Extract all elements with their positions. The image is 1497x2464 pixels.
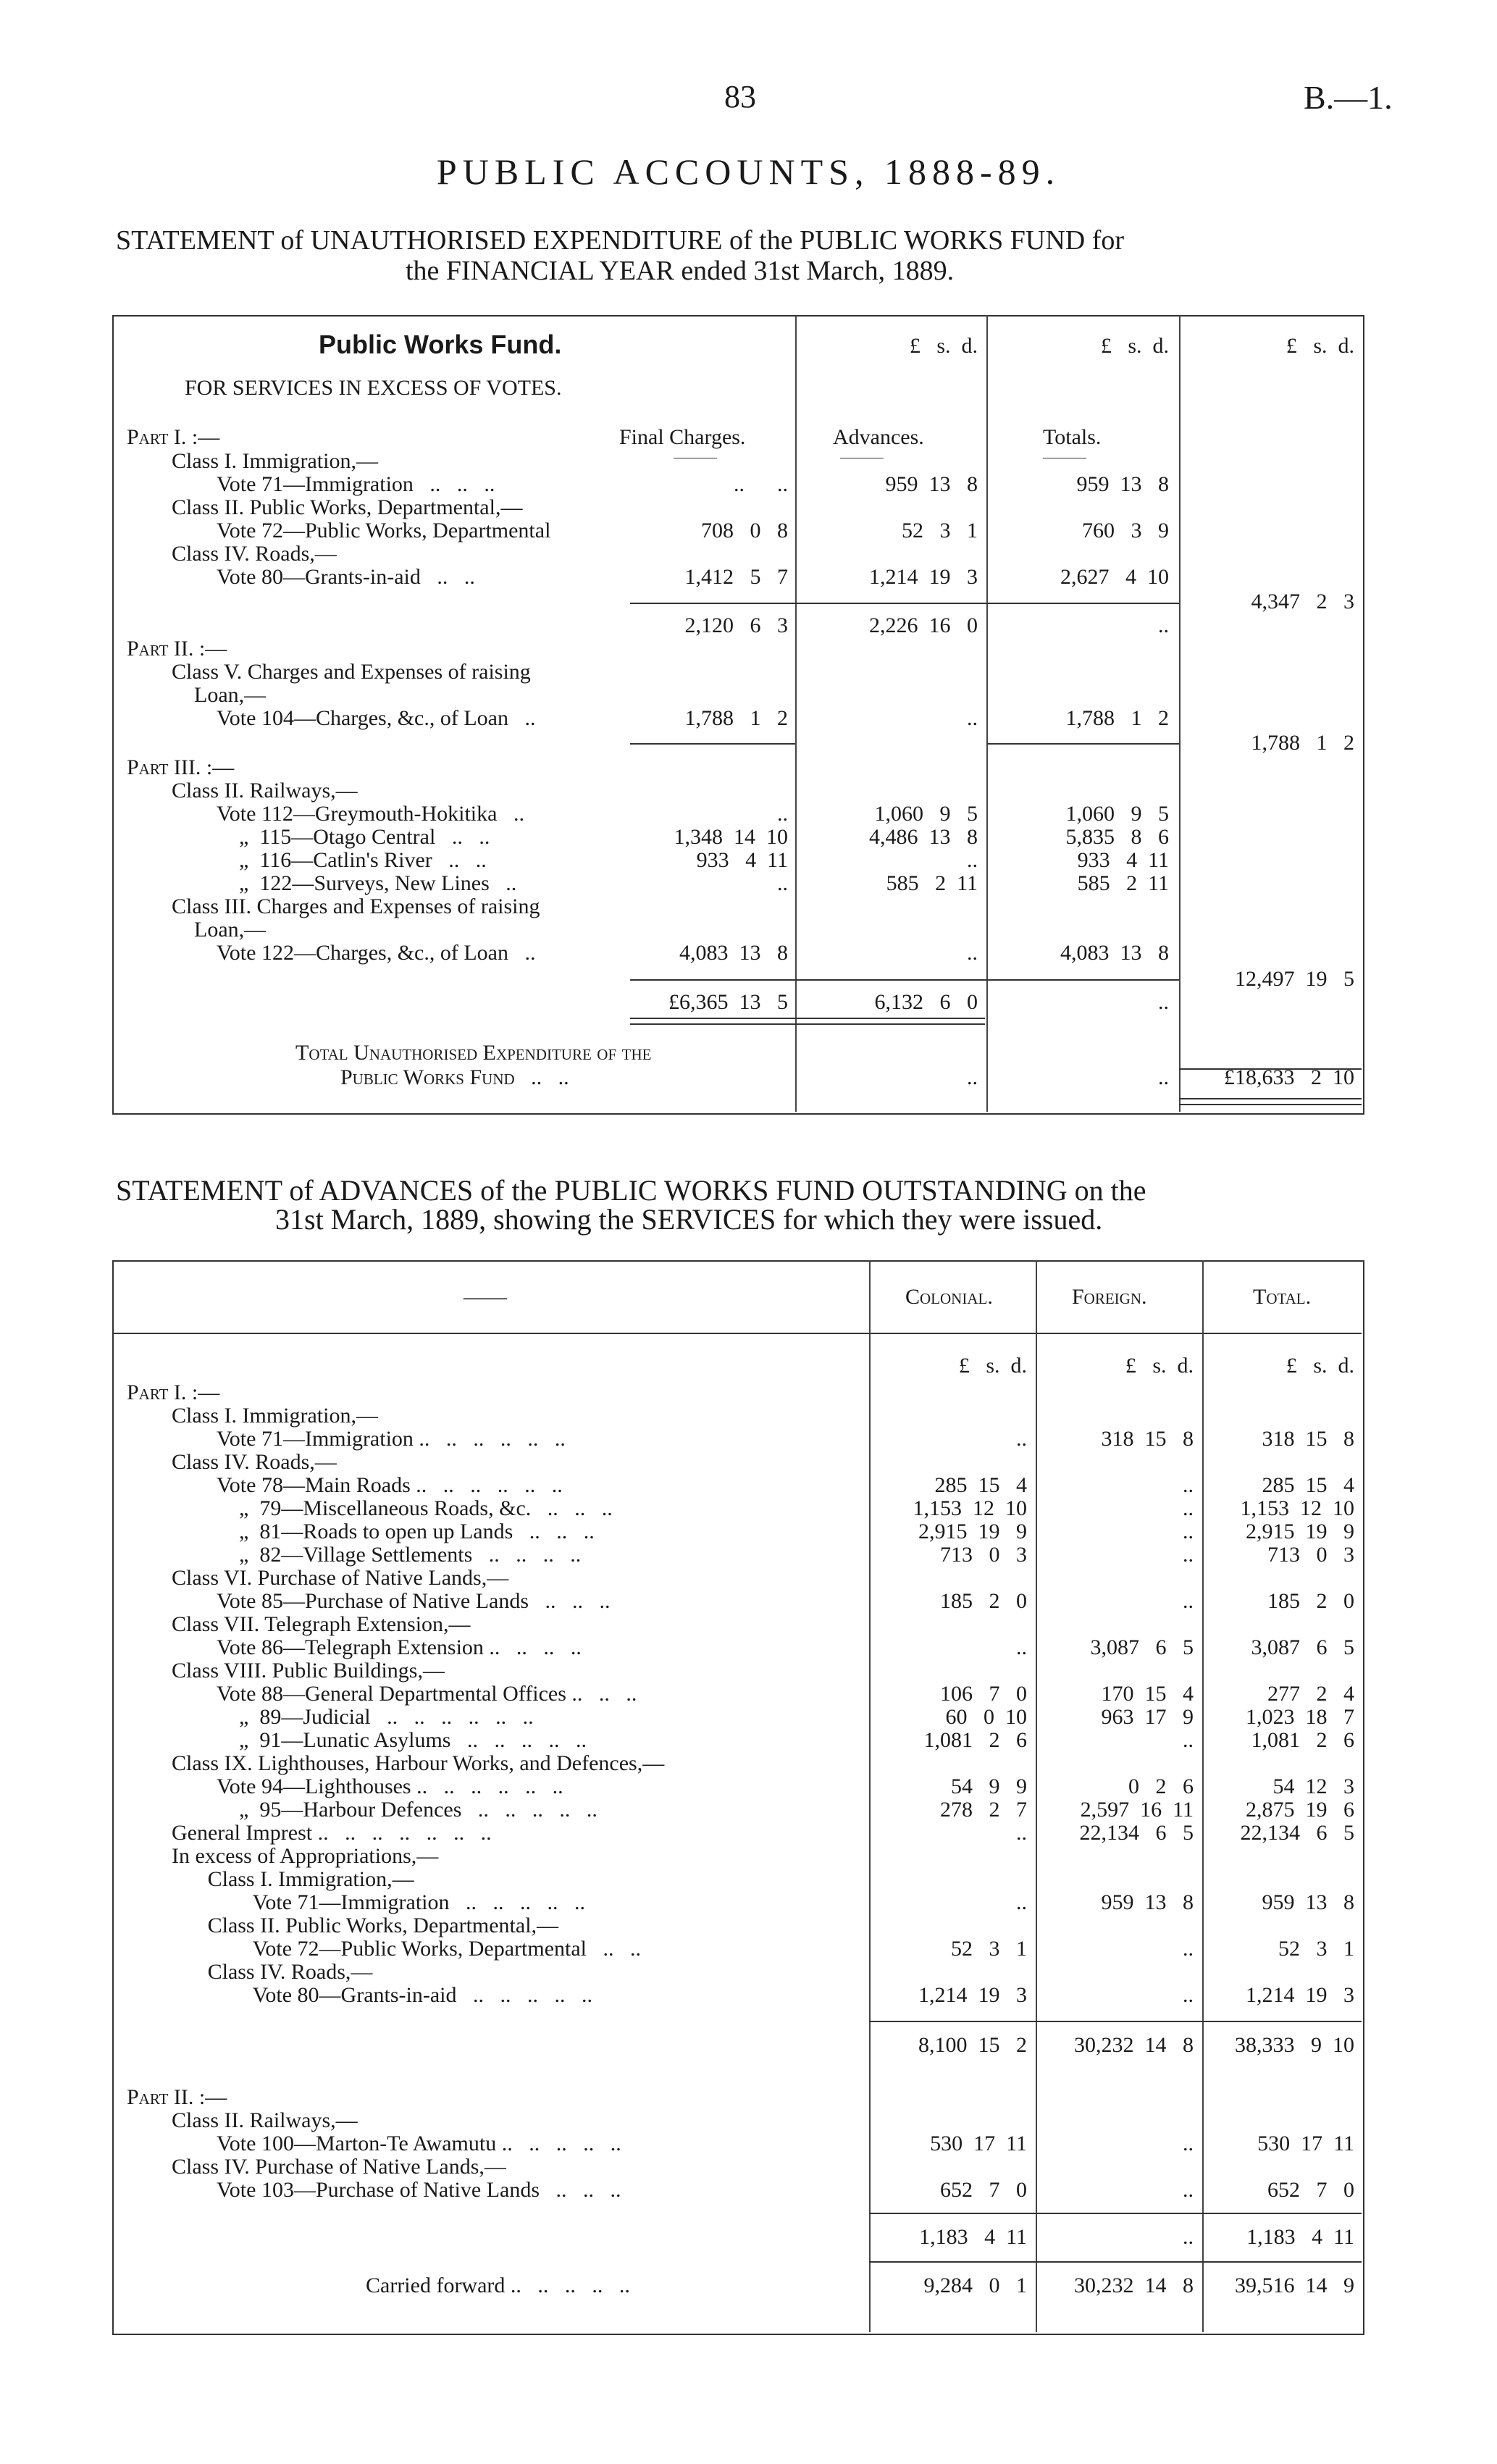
column-header-foreign: Foreign. bbox=[1072, 1285, 1147, 1309]
cell-fc: .. .. bbox=[734, 472, 788, 496]
column-header-final-charges: Final Charges. bbox=[619, 425, 746, 449]
column-header-advances: Advances. bbox=[833, 425, 924, 449]
cell-f: .. bbox=[1183, 1496, 1194, 1520]
column-header-total: Total. bbox=[1253, 1285, 1312, 1309]
row-label: Vote 71—Immigration .. .. .. .. .. bbox=[252, 1890, 586, 1914]
cell-t: 1,153 12 10 bbox=[1240, 1496, 1354, 1520]
cell-f: .. bbox=[1183, 1728, 1194, 1752]
table2-col-divider bbox=[869, 1260, 871, 2332]
cell-t: 713 0 3 bbox=[1267, 1543, 1354, 1567]
cell-t: 318 15 8 bbox=[1262, 1427, 1354, 1451]
row-label: Vote 71—Immigration .. .. .. bbox=[217, 472, 495, 496]
cell-f: .. bbox=[1183, 2225, 1194, 2249]
cell-t: 959 13 8 bbox=[1262, 1890, 1354, 1914]
cell-f: 959 13 8 bbox=[1101, 1890, 1194, 1914]
table2-col-divider bbox=[1036, 1260, 1037, 2332]
cell-t: 52 3 1 bbox=[1278, 1937, 1354, 1961]
cell-c: 1,183 4 11 bbox=[919, 2225, 1027, 2249]
cell-f: 3,087 6 5 bbox=[1090, 1635, 1194, 1659]
cell-c: 52 3 1 bbox=[951, 1937, 1027, 1961]
cell-adv: 585 2 11 bbox=[886, 871, 978, 895]
cell-c: 2,915 19 9 bbox=[918, 1520, 1027, 1543]
cell-tot: .. bbox=[1158, 990, 1169, 1014]
cell-f: 30,232 14 8 bbox=[1074, 2274, 1194, 2297]
table2-col-divider bbox=[1202, 1260, 1204, 2332]
cell-c: 530 17 11 bbox=[930, 2132, 1027, 2155]
row-label: Vote 86—Telegraph Extension .. .. .. .. bbox=[217, 1635, 582, 1659]
statement2-title-line1: STATEMENT of ADVANCES of the PUBLIC WORKS FUND OUTSTANDING on the bbox=[116, 1174, 1146, 1207]
row-label: Class II. Public Works, Departmental,— bbox=[207, 1914, 559, 1937]
statement1-title-line1: STATEMENT of UNAUTHORISED EXPENDITURE of the PUBLIC WORKS FUND for bbox=[116, 225, 1125, 256]
cell-tot: 959 13 8 bbox=[1076, 472, 1169, 496]
row-label: Class VIII. Public Buildings,— bbox=[172, 1659, 445, 1683]
cell-t: 285 15 4 bbox=[1262, 1473, 1354, 1497]
cell-t: 38,333 9 10 bbox=[1235, 2033, 1354, 2057]
grand-total-totals: .. bbox=[1158, 1065, 1169, 1089]
cell-t: 22,134 6 5 bbox=[1240, 1821, 1354, 1845]
cell-f: .. bbox=[1183, 1543, 1194, 1567]
cell-adv: 4,486 13 8 bbox=[869, 825, 978, 849]
row-label: Class IV. Purchase of Native Lands,— bbox=[172, 2155, 506, 2179]
cell-t: 652 7 0 bbox=[1267, 2178, 1354, 2202]
cell-f: .. bbox=[1183, 2132, 1194, 2155]
currency-header: £ s. d. bbox=[1100, 334, 1169, 358]
cell-adv: .. bbox=[967, 706, 978, 730]
cell-c: 9,284 0 1 bbox=[923, 2274, 1027, 2297]
document-code: B.—1. bbox=[1304, 79, 1393, 116]
part-heading: Part I. :— bbox=[127, 425, 220, 449]
cell-f: 318 15 8 bbox=[1101, 1427, 1194, 1451]
cell-t: 530 17 11 bbox=[1257, 2132, 1354, 2155]
row-label: Class IV. Roads,— bbox=[207, 1960, 373, 1984]
cell-fc: 933 4 11 bbox=[696, 848, 788, 872]
row-label: Vote 72—Public Works, Departmental .. .. bbox=[252, 1937, 642, 1961]
row-label: Vote 71—Immigration .. .. .. .. .. .. bbox=[217, 1427, 566, 1451]
cell-c: 8,100 15 2 bbox=[918, 2033, 1027, 2057]
column-header-totals: Totals. bbox=[1043, 425, 1102, 449]
cell-f: 0 2 6 bbox=[1128, 1774, 1194, 1798]
cell-fc: 1,788 1 2 bbox=[684, 706, 788, 730]
row-label: Vote 112—Greymouth-Hokitika .. bbox=[217, 802, 524, 826]
row-label: Class IX. Lighthouses, Harbour Works, and Defences,— bbox=[172, 1751, 665, 1775]
currency-header: £ s. d. bbox=[909, 334, 978, 358]
cell-f: .. bbox=[1183, 1520, 1194, 1543]
currency-header: £ s. d. bbox=[958, 1354, 1027, 1378]
row-label: Vote 78—Main Roads .. .. .. .. .. .. bbox=[217, 1473, 563, 1497]
cell-t: 1,183 4 11 bbox=[1246, 2225, 1354, 2249]
cell-c: .. bbox=[1016, 1427, 1027, 1451]
cell-fc: 1,412 5 7 bbox=[684, 565, 788, 589]
table1-col-divider bbox=[795, 315, 797, 1112]
cell-c: 713 0 3 bbox=[940, 1543, 1027, 1567]
row-label: Class VII. Telegraph Extension,— bbox=[172, 1612, 471, 1636]
cell-tot: 2,627 4 10 bbox=[1060, 565, 1169, 589]
row-label: „ 89—Judicial .. .. .. .. .. .. bbox=[239, 1705, 534, 1729]
cell-tot: 760 3 9 bbox=[1082, 519, 1169, 542]
cell-c: .. bbox=[1016, 1635, 1027, 1659]
row-label: Vote 72—Public Works, Departmental bbox=[217, 519, 551, 542]
cell-f: .. bbox=[1183, 1937, 1194, 1961]
row-label: Class VI. Purchase of Native Lands,— bbox=[172, 1566, 509, 1590]
cell-t: 1,081 2 6 bbox=[1251, 1728, 1354, 1752]
cell-t: 2,915 19 9 bbox=[1246, 1520, 1354, 1543]
cell-f: .. bbox=[1183, 1589, 1194, 1613]
row-label: Class III. Charges and Expenses of raising bbox=[172, 894, 540, 918]
cell-fc: .. bbox=[777, 871, 788, 895]
currency-header: £ s. d. bbox=[1286, 334, 1354, 358]
cell-c: 278 2 7 bbox=[940, 1798, 1027, 1822]
row-label: General Imprest .. .. .. .. .. .. .. bbox=[172, 1821, 492, 1845]
cell-adv: .. bbox=[967, 848, 978, 872]
cell-tot: 4,083 13 8 bbox=[1060, 941, 1169, 965]
grand-total-advances: .. bbox=[967, 1065, 978, 1089]
cell-c: .. bbox=[1016, 1821, 1027, 1845]
cell-c: 60 0 10 bbox=[945, 1705, 1027, 1729]
cell-c: 1,153 12 10 bbox=[913, 1496, 1027, 1520]
row-label: Class I. Immigration,— bbox=[207, 1867, 414, 1891]
cell-f: 963 17 9 bbox=[1101, 1705, 1194, 1729]
cell-f: .. bbox=[1183, 2178, 1194, 2202]
group-total: 4,347 2 3 bbox=[1251, 590, 1354, 613]
grand-total-value: £18,633 2 10 bbox=[1224, 1065, 1354, 1089]
row-label: „ 82—Village Settlements .. .. .. .. bbox=[239, 1543, 582, 1567]
table1-col-divider bbox=[1179, 315, 1181, 1112]
cell-tot: 933 4 11 bbox=[1077, 848, 1169, 872]
part-heading: Part I. :— bbox=[127, 1380, 220, 1404]
cell-adv: 1,214 19 3 bbox=[869, 565, 978, 589]
grand-total-label-line2: Public Works Fund .. .. bbox=[340, 1065, 569, 1089]
row-label: Class II. Railways,— bbox=[172, 2108, 358, 2132]
page-number: 83 bbox=[724, 79, 756, 114]
cell-adv: 52 3 1 bbox=[902, 519, 978, 542]
statement2-title-line2: 31st March, 1889, showing the SERVICES for which they were issued. bbox=[275, 1203, 1103, 1236]
cell-t: 2,875 19 6 bbox=[1246, 1798, 1354, 1822]
row-label: Vote 104—Charges, &c., of Loan .. bbox=[217, 706, 536, 730]
cell-fc: .. bbox=[777, 802, 788, 826]
row-label: Loan,— bbox=[194, 918, 267, 942]
cell-f: 22,134 6 5 bbox=[1079, 1821, 1194, 1845]
row-label: Vote 88—General Departmental Offices .. .. .. bbox=[217, 1682, 637, 1706]
part-heading: Part III. :— bbox=[127, 755, 235, 779]
row-label: Class I. Immigration,— bbox=[172, 1404, 378, 1428]
cell-c: .. bbox=[1016, 1890, 1027, 1914]
cell-tot: .. bbox=[1158, 613, 1169, 637]
cell-tot: 1,060 9 5 bbox=[1065, 802, 1169, 826]
column-header-colonial: Colonial. bbox=[905, 1285, 993, 1309]
cell-t: 3,087 6 5 bbox=[1251, 1635, 1354, 1659]
cell-tot: 585 2 11 bbox=[1077, 871, 1169, 895]
cell-c: 285 15 4 bbox=[934, 1473, 1027, 1497]
cell-t: 1,214 19 3 bbox=[1246, 1983, 1354, 2007]
cell-c: 54 9 9 bbox=[951, 1774, 1027, 1798]
row-label: Vote 80—Grants-in-aid .. .. .. .. .. bbox=[252, 1983, 592, 2007]
cell-f: 2,597 16 11 bbox=[1080, 1798, 1194, 1822]
cell-fc: £6,365 13 5 bbox=[668, 990, 788, 1014]
row-label: Vote 94—Lighthouses .. .. .. .. .. .. bbox=[217, 1774, 563, 1798]
cell-t: 1,023 18 7 bbox=[1246, 1705, 1354, 1729]
row-label: „ 91—Lunatic Asylums .. .. .. .. .. bbox=[239, 1728, 587, 1752]
part-heading: Part II. :— bbox=[127, 637, 227, 661]
currency-header: £ s. d. bbox=[1286, 1354, 1354, 1378]
statement1-title-line2: the FINANCIAL YEAR ended 31st March, 1889. bbox=[406, 256, 955, 286]
cell-fc: 1,348 14 10 bbox=[674, 825, 788, 849]
cell-t: 185 2 0 bbox=[1267, 1589, 1354, 1613]
row-label: Class II. Railways,— bbox=[172, 779, 358, 803]
group-total: 12,497 19 5 bbox=[1235, 967, 1354, 991]
fund-heading: Public Works Fund. bbox=[319, 330, 562, 359]
cell-c: 1,214 19 3 bbox=[918, 1983, 1027, 2007]
cell-fc: 4,083 13 8 bbox=[679, 941, 788, 965]
row-label: Vote 103—Purchase of Native Lands .. .. .. bbox=[217, 2178, 621, 2202]
cell-f: .. bbox=[1183, 1983, 1194, 2007]
column-header-description: —— bbox=[464, 1285, 507, 1309]
carried-forward-label: Carried forward .. .. .. .. .. bbox=[366, 2274, 630, 2297]
row-label: „ 115—Otago Central .. .. bbox=[239, 825, 490, 849]
row-label: Vote 122—Charges, &c., of Loan .. bbox=[217, 941, 536, 965]
row-label: Vote 80—Grants-in-aid .. .. bbox=[217, 565, 475, 589]
currency-header: £ s. d. bbox=[1125, 1354, 1194, 1378]
cell-t: 277 2 4 bbox=[1267, 1682, 1354, 1706]
cell-adv: 6,132 6 0 bbox=[874, 990, 978, 1014]
row-label: Class IV. Roads,— bbox=[172, 542, 337, 566]
cell-t: 54 12 3 bbox=[1272, 1774, 1354, 1798]
group-total: 1,788 1 2 bbox=[1251, 731, 1354, 755]
cell-tot: 5,835 8 6 bbox=[1065, 825, 1169, 849]
cell-f: 170 15 4 bbox=[1101, 1682, 1194, 1706]
row-label: Class V. Charges and Expenses of raising bbox=[172, 660, 531, 684]
cell-adv: .. bbox=[967, 941, 978, 965]
row-label: Class II. Public Works, Departmental,— bbox=[172, 495, 523, 519]
cell-tot: 1,788 1 2 bbox=[1065, 706, 1169, 730]
cell-c: 106 7 0 bbox=[940, 1682, 1027, 1706]
part-heading: Part II. :— bbox=[127, 2085, 227, 2109]
cell-f: .. bbox=[1183, 1473, 1194, 1497]
row-label: „ 79—Miscellaneous Roads, &c. .. .. .. bbox=[239, 1496, 613, 1520]
table1-col-divider bbox=[986, 315, 988, 1112]
row-label: Loan,— bbox=[194, 683, 267, 707]
cell-t: 39,516 14 9 bbox=[1235, 2274, 1354, 2297]
fund-subheading: FOR SERVICES IN EXCESS OF VOTES. bbox=[185, 376, 562, 400]
row-label: Class I. Immigration,— bbox=[172, 449, 378, 473]
cell-fc: 2,120 6 3 bbox=[684, 613, 788, 637]
row-label: „ 116—Catlin's River .. .. bbox=[239, 848, 487, 872]
row-label: In excess of Appropriations,— bbox=[172, 1844, 439, 1868]
cell-adv: 959 13 8 bbox=[885, 472, 978, 496]
row-label: Vote 85—Purchase of Native Lands .. .. .. bbox=[217, 1589, 611, 1613]
cell-adv: 2,226 16 0 bbox=[869, 613, 978, 637]
cell-c: 652 7 0 bbox=[940, 2178, 1027, 2202]
row-label: Class IV. Roads,— bbox=[172, 1450, 337, 1474]
row-label: „ 81—Roads to open up Lands .. .. .. bbox=[239, 1520, 595, 1543]
cell-adv: 1,060 9 5 bbox=[874, 802, 978, 826]
cell-f: 30,232 14 8 bbox=[1074, 2033, 1194, 2057]
row-label: Vote 100—Marton-Te Awamutu .. .. .. .. .. bbox=[217, 2132, 621, 2155]
cell-c: 1,081 2 6 bbox=[923, 1728, 1027, 1752]
cell-fc: 708 0 8 bbox=[701, 519, 788, 542]
page-title: PUBLIC ACCOUNTS, 1888-89. bbox=[436, 151, 1061, 192]
row-label: „ 95—Harbour Defences .. .. .. .. .. bbox=[239, 1798, 597, 1822]
grand-total-label: Total Unauthorised Expenditure of the bbox=[295, 1041, 652, 1065]
row-label: „ 122—Surveys, New Lines .. bbox=[239, 871, 517, 895]
cell-c: 185 2 0 bbox=[940, 1589, 1027, 1613]
